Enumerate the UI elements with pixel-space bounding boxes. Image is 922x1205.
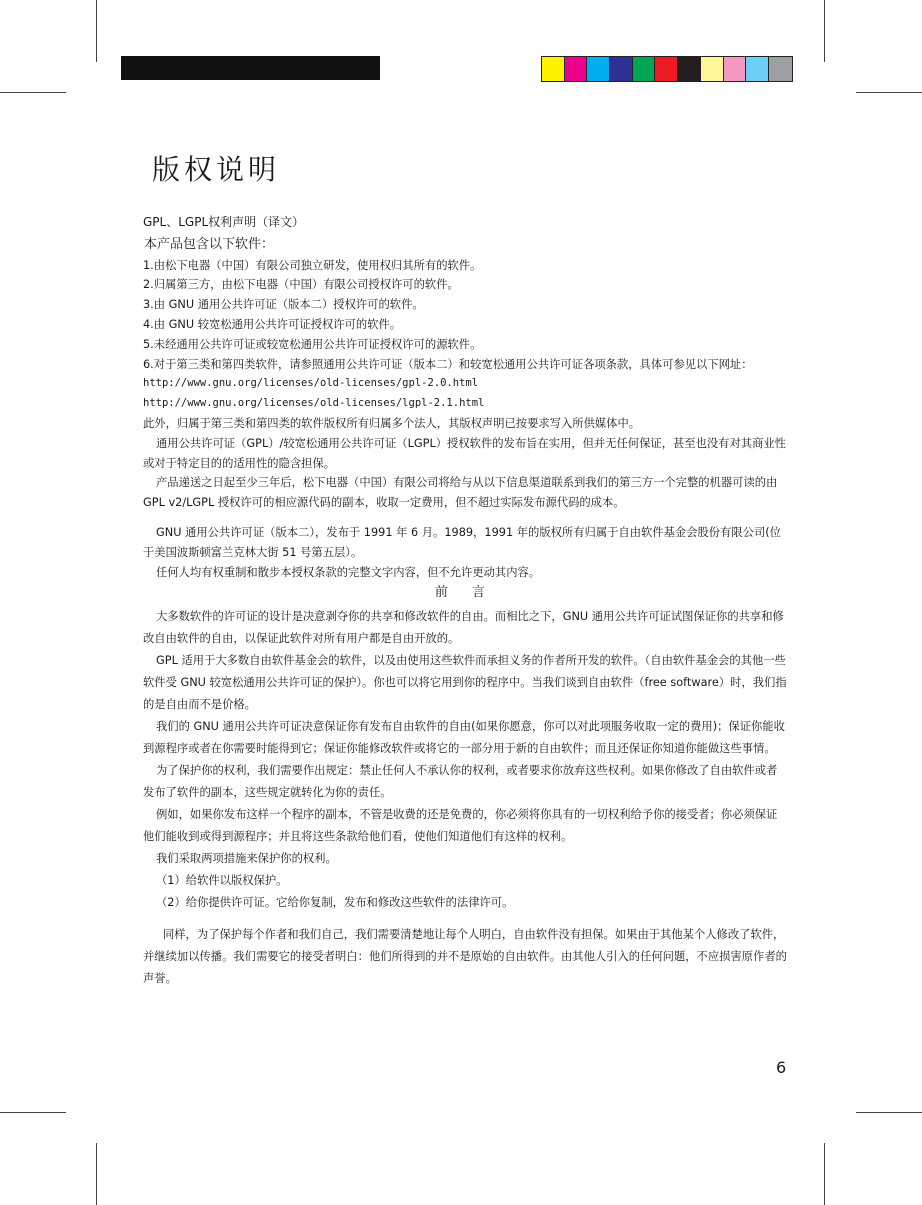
- final-paragraph: 同样，为了保护每个作者和我们自己，我们需要清楚地让每个人明白，自由软件没有担保。如果由于其他某个人修改了软件，并继续加以传播。我们需要它的接受者明白：他们所得到的并不是原始的自由软件。由其他人引入的任何问题，不应损害原作者的声誉。: [143, 928, 787, 986]
- preface-paragraph: 为了保护你的权利，我们需要作出规定：禁止任何人不承认你的权利，或者要求你放弃这些权利。如果你修改了自由软件或者发布了软件的副本，这些规定就转化为你的责任。: [143, 764, 778, 800]
- warranty-paragraph: 通用公共许可证（GPL）/较宽松通用公共许可证（LGPL）授权软件的发布旨在实用，但并无任何保证，甚至也没有对其商业性或对于特定目的的适用性的隐含担保。: [143, 436, 786, 470]
- color-swatch: [610, 57, 633, 81]
- preface-paragraph: GPL 适用于大多数自由软件基金会的软件，以及由使用这些软件而承担义务的作者所开发的软件。（自由软件基金会的其他一些软件受 GNU 较宽松通用公共许可证的保护）。你也可以将它用到你的程序中。当我们谈到自由软件（free software）时，我们指的是自由而不是价格。: [143, 654, 787, 712]
- crop-mark-bottom-right-vertical: [824, 1143, 825, 1205]
- color-swatch: [542, 57, 565, 81]
- crop-mark-top-right-horizontal: [856, 92, 922, 93]
- page-title: 版权说明: [152, 153, 281, 186]
- intro-line: 本产品包含以下软件：: [144, 236, 275, 252]
- document-body: [143, 213, 787, 990]
- source-offer-paragraph: 产品递送之日起至少三年后，松下电器（中国）有限公司将给与从以下信息渠道联系到我们的第三方一个完整的机器可读的由 GPL v2/LGPL 授权许可的相应源代码的副本，收取一定费用，但不超过实际发布源代码的成本。: [143, 476, 778, 510]
- preface-paragraph: 大多数软件的许可证的设计是决意剥夺你的共享和修改软件的自由。而相比之下，GNU 通用公共许可证试图保证你的共享和修改自由软件的自由，以保证此软件对所有用户都是自由开放的。: [143, 610, 784, 646]
- color-swatch: [769, 57, 792, 81]
- color-swatch: [746, 57, 769, 81]
- color-swatch: [678, 57, 701, 81]
- lgpl-url: http://www.gnu.org/licenses/old-licenses/lgpl-2.1.html: [143, 397, 485, 410]
- gnu-notice-paragraph: GNU 通用公共许可证（版本二），发布于 1991 年 6 月。1989，1991 年的版权所有归属于自由软件基金会股份有限公司(位于美国波斯顿富兰克林大街 51 号第五层）。: [143, 525, 781, 559]
- measure-item: （1）给软件以版权保护。: [156, 874, 288, 888]
- crop-mark-top-left-vertical: [96, 0, 97, 62]
- rights-note: 此外，归属于第三类和第四类的软件版权所有归属多个法人，其版权声明已按要求写入所供媒体中。: [143, 416, 641, 430]
- color-swatch: [565, 57, 588, 81]
- crop-mark-bottom-left-vertical: [96, 1143, 97, 1205]
- list-item: 1.由松下电器（中国）有限公司独立研发，使用权归其所有的软件。: [143, 258, 482, 272]
- page-number: 6: [776, 1058, 787, 1077]
- preface-paragraph: 我们的 GNU 通用公共许可证决意保证你有发布自由软件的自由(如果你愿意，你可以对此项服务收取一定的费用)；保证你能收到源程序或者在你需要时能得到它；保证你能修改软件或将它的一部分用于新的自由软件；而且还保证你知道你能做这些事情。: [143, 720, 785, 756]
- gpl-heading: GPL、LGPL权利声明（译文）: [143, 215, 305, 229]
- color-swatch: [633, 57, 656, 81]
- list-item: 4.由 GNU 较宽松通用公共许可证授权许可的软件。: [143, 317, 402, 331]
- color-calibration-strip: [541, 56, 793, 82]
- gpl-url: http://www.gnu.org/licenses/old-licenses/gpl-2.0.html: [143, 377, 479, 390]
- measure-item: （2）给你提供许可证。它给你复制，发布和修改这些软件的法律许可。: [156, 896, 514, 910]
- crop-mark-top-left-horizontal: [0, 92, 66, 93]
- list-item: 6.对于第三类和第四类软件，请参照通用公共许可证（版本二）和较宽松通用公共许可证各项条款，具体可参见以下网址：: [143, 357, 753, 371]
- crop-mark-bottom-left-horizontal: [0, 1112, 66, 1113]
- color-swatch: [701, 57, 724, 81]
- preface-paragraph: 例如，如果你发布这样一个程序的副本，不管是收费的还是免费的，你必须将你具有的一切权利给予你的接受者；你必须保证他们能收到或得到源程序；并且将这些条款给他们看，使他们知道他们有这样的权利。: [143, 808, 778, 844]
- copy-permission-paragraph: 任何人均有权重制和散步本授权条款的完整文字内容，但不允许更动其内容。: [156, 565, 541, 579]
- list-item: 5.未经通用公共许可证或较宽松通用公共许可证授权许可的源软件。: [143, 337, 482, 351]
- crop-mark-bottom-right-horizontal: [856, 1112, 922, 1113]
- color-swatch: [724, 57, 747, 81]
- color-swatch: [587, 57, 610, 81]
- list-item: 3.由 GNU 通用公共许可证（版本二）授权许可的软件。: [143, 298, 424, 312]
- crop-mark-top-right-vertical: [824, 0, 825, 62]
- list-item: 2.归属第三方，由松下电器（中国）有限公司授权许可的软件。: [143, 278, 459, 292]
- preface-paragraph: 我们采取两项措施来保护你的权利。: [156, 852, 337, 866]
- preface-title: 前 言: [434, 585, 496, 601]
- registration-bar: [121, 56, 380, 80]
- color-swatch: [655, 57, 678, 81]
